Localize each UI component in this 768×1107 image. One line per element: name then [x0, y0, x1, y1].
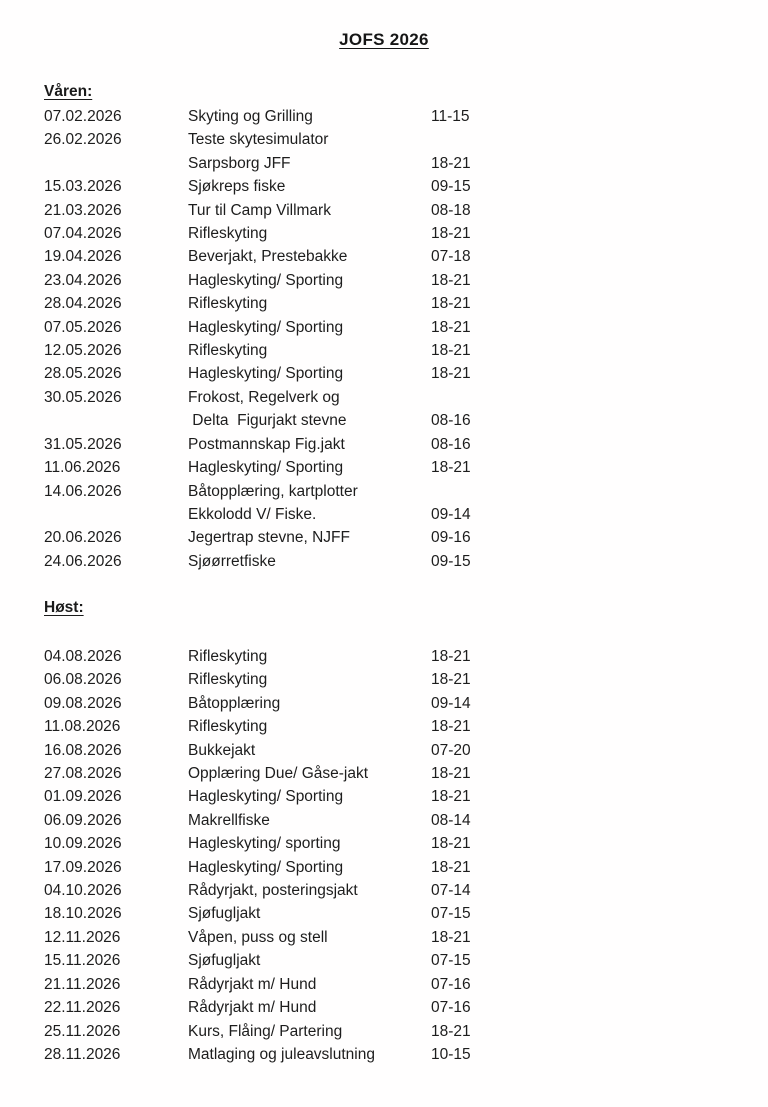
schedule-row: [44, 292, 768, 315]
row-activity: Rifleskyting: [188, 671, 268, 689]
schedule-row: [44, 973, 768, 996]
row-activity: Hagleskyting/ sporting: [188, 835, 341, 853]
row-date: 01.09.2026: [44, 788, 122, 806]
row-time: 07-14: [431, 882, 471, 900]
schedule-row: [44, 809, 768, 832]
row-date: 06.08.2026: [44, 671, 122, 689]
row-activity: Rifleskyting: [188, 648, 268, 665]
row-date: 21.11.2026: [44, 975, 121, 993]
row-time: 18-21: [431, 1022, 471, 1040]
schedule-row: [44, 386, 768, 409]
row-time: 08-18: [431, 201, 471, 219]
row-activity: Matlaging og juleavslutning: [188, 1045, 375, 1063]
row-time: [431, 386, 501, 409]
row-activity: Rådyrjakt m/ Hund: [188, 999, 317, 1017]
row-time: 18-21: [431, 365, 471, 383]
row-time: 18-21: [431, 318, 471, 336]
section-header-vaaren: Våren:: [44, 83, 93, 100]
schedule-row: [44, 503, 768, 526]
schedule-row: [44, 339, 768, 362]
row-activity: Hagleskyting/ Sporting: [188, 858, 344, 876]
row-date: 18.10.2026: [44, 905, 122, 923]
row-time: 18-21: [431, 459, 471, 477]
page-title: JOFS 2026: [339, 30, 429, 49]
row-activity: Beverjakt, Prestebakke: [188, 248, 348, 266]
row-activity: Rifleskyting: [188, 342, 268, 360]
row-time: [431, 128, 501, 151]
schedule-row: [44, 668, 768, 691]
row-time: 18-21: [431, 648, 471, 665]
row-activity: Bukkejakt: [188, 741, 256, 759]
row-activity: Jegertrap stevne, NJFF: [188, 529, 350, 547]
schedule-row: [44, 1043, 768, 1066]
row-time: 18-21: [431, 271, 471, 289]
row-activity: Tur til Camp Villmark: [188, 201, 331, 219]
row-activity: Rifleskyting: [188, 225, 268, 243]
schedule-row: [44, 316, 768, 339]
schedule-row: [44, 269, 768, 292]
row-time: 07-15: [431, 905, 471, 923]
row-date: 17.09.2026: [44, 858, 122, 876]
row-time: 08-16: [431, 435, 471, 453]
schedule-row: [44, 409, 768, 432]
row-activity: Båtopplæring: [188, 694, 281, 712]
row-date: 07.04.2026: [44, 225, 122, 243]
row-time: 09-16: [431, 529, 471, 547]
row-time: 18-21: [431, 225, 471, 243]
row-date: 10.09.2026: [44, 835, 122, 853]
row-date: 28.05.2026: [44, 365, 122, 383]
row-date: 25.11.2026: [44, 1022, 121, 1040]
schedule-row: [44, 480, 768, 503]
row-activity: Sjøkreps fiske: [188, 178, 286, 196]
row-time: 18-21: [431, 342, 471, 360]
row-time: 07-20: [431, 741, 471, 759]
row-time: 10-15: [431, 1045, 471, 1063]
row-time: 18-21: [431, 295, 471, 313]
row-time: 18-21: [431, 765, 471, 783]
schedule-row: [44, 785, 768, 808]
schedule-row: [44, 152, 768, 175]
schedule-row: [44, 996, 768, 1019]
row-date: 15.11.2026: [44, 952, 121, 970]
row-date: 04.08.2026: [44, 648, 122, 665]
row-time: 09-14: [431, 694, 471, 712]
row-activity: Delta Figurjakt stevne: [188, 412, 347, 430]
schedule-row: [44, 175, 768, 198]
row-time: 09-15: [431, 178, 471, 196]
schedule-row: [44, 879, 768, 902]
row-date: 11.08.2026: [44, 718, 121, 736]
row-time: 07-18: [431, 248, 471, 266]
row-time: 18-21: [431, 858, 471, 876]
row-date: 24.06.2026: [44, 552, 122, 570]
row-time: 18-21: [431, 154, 471, 172]
row-date: 22.11.2026: [44, 999, 121, 1017]
schedule-row: [44, 832, 768, 855]
row-date: 30.05.2026: [44, 388, 122, 406]
row-time: 07-15: [431, 952, 471, 970]
schedule-row: [44, 856, 768, 879]
schedule-row: [44, 645, 768, 668]
row-activity: Rifleskyting: [188, 718, 268, 736]
row-activity: Skyting og Grilling: [188, 108, 313, 125]
row-time: 18-21: [431, 788, 471, 806]
row-date: 19.04.2026: [44, 248, 122, 266]
row-time: 18-21: [431, 718, 471, 736]
row-date: 16.08.2026: [44, 741, 122, 759]
schedule-row: [44, 105, 768, 128]
row-activity: Sjøfugljakt: [188, 905, 261, 923]
row-date: 12.11.2026: [44, 928, 121, 946]
row-date: 09.08.2026: [44, 694, 122, 712]
schedule-row: [44, 902, 768, 925]
row-activity: Rifleskyting: [188, 295, 268, 313]
schedule-row: [44, 222, 768, 245]
row-activity: Frokost, Regelverk og: [188, 388, 340, 406]
row-date: [44, 409, 188, 432]
row-activity: Makrellfiske: [188, 811, 270, 829]
row-date: [44, 503, 188, 526]
row-date: 23.04.2026: [44, 271, 122, 289]
row-activity: Våpen, puss og stell: [188, 928, 328, 946]
row-activity: Rådyrjakt, posteringsjakt: [188, 882, 358, 900]
row-activity: Kurs, Flåing/ Partering: [188, 1022, 343, 1040]
schedule-row: [44, 762, 768, 785]
row-activity: Hagleskyting/ Sporting: [188, 788, 344, 806]
row-date: 12.05.2026: [44, 342, 122, 360]
row-date: 20.06.2026: [44, 529, 122, 547]
row-activity: Båtopplæring, kartplotter: [188, 482, 358, 500]
row-date: 31.05.2026: [44, 435, 122, 453]
schedule-row: [44, 199, 768, 222]
row-activity: Rådyrjakt m/ Hund: [188, 975, 317, 993]
row-date: 28.04.2026: [44, 295, 122, 313]
row-activity: Opplæring Due/ Gåse-jakt: [188, 765, 369, 783]
schedule-row: [44, 362, 768, 385]
row-time: 09-14: [431, 505, 471, 523]
row-time: 08-16: [431, 412, 471, 430]
row-date: 26.02.2026: [44, 131, 122, 149]
schedule-row: [44, 692, 768, 715]
row-date: 07.02.2026: [44, 108, 122, 125]
schedule-row: [44, 1020, 768, 1043]
row-date: 28.11.2026: [44, 1045, 121, 1063]
schedule-row: [44, 715, 768, 738]
row-activity: Hagleskyting/ Sporting: [188, 365, 344, 383]
row-date: 11.06.2026: [44, 459, 121, 477]
schedule-rows-host: [44, 645, 768, 1066]
section-header-host: Høst:: [44, 599, 84, 616]
row-time: 07-16: [431, 999, 471, 1017]
row-date: 14.06.2026: [44, 482, 122, 500]
row-activity: Teste skytesimulator: [188, 131, 329, 149]
schedule-row: [44, 245, 768, 268]
row-date: [44, 152, 188, 175]
schedule-row: [44, 550, 768, 573]
row-activity: Hagleskyting/ Sporting: [188, 318, 344, 336]
row-time: 18-21: [431, 928, 471, 946]
row-activity: Sarpsborg JFF: [188, 154, 291, 172]
row-date: 04.10.2026: [44, 882, 122, 900]
row-date: 06.09.2026: [44, 811, 122, 829]
row-date: 21.03.2026: [44, 201, 122, 219]
schedule-row: [44, 433, 768, 456]
row-time: [431, 480, 501, 503]
row-date: 07.05.2026: [44, 318, 122, 336]
row-time: 18-21: [431, 835, 471, 853]
schedule-row: [44, 949, 768, 972]
schedule-row: [44, 926, 768, 949]
row-activity: Sjøfugljakt: [188, 952, 261, 970]
row-date: 27.08.2026: [44, 765, 122, 783]
schedule-row: [44, 456, 768, 479]
row-time: 11-15: [431, 108, 470, 125]
schedule-row: [44, 739, 768, 762]
row-activity: Postmannskap Fig.jakt: [188, 435, 345, 453]
row-time: 08-14: [431, 811, 471, 829]
schedule-row: [44, 526, 768, 549]
row-activity: Hagleskyting/ Sporting: [188, 271, 344, 289]
row-date: 15.03.2026: [44, 178, 122, 196]
row-time: 09-15: [431, 552, 471, 570]
schedule-row: [44, 128, 768, 151]
row-activity: Hagleskyting/ Sporting: [188, 459, 344, 477]
schedule-rows-vaaren: [44, 105, 768, 573]
row-time: 18-21: [431, 671, 471, 689]
row-activity: Ekkolodd V/ Fiske.: [188, 505, 317, 523]
row-activity: Sjøørretfiske: [188, 552, 276, 570]
row-time: 07-16: [431, 975, 471, 993]
